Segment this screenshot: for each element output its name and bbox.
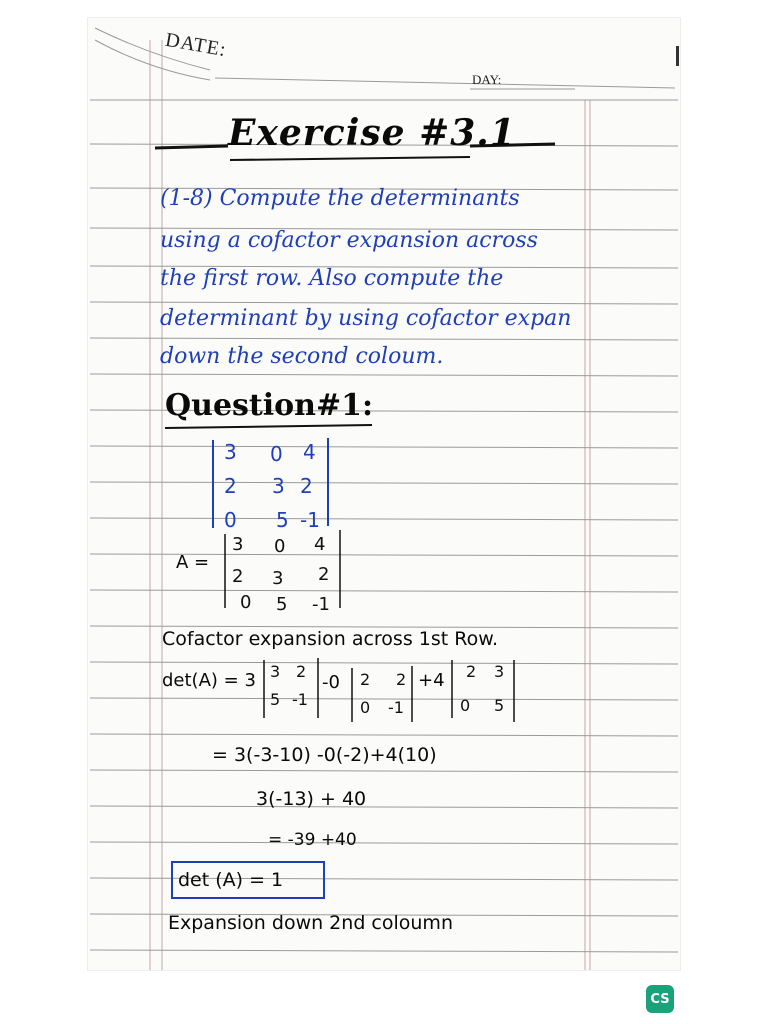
question-title: Question#1: xyxy=(165,388,374,423)
matrix-cell: -1 xyxy=(312,594,330,615)
minor-cell: 2 xyxy=(396,670,407,689)
instruction-line-4: determinant by using cofactor expan xyxy=(160,306,572,331)
matrix-a-label: A = xyxy=(176,552,210,573)
instruction-line-1: (1-8) Compute the determinants xyxy=(160,186,520,211)
matrix-cell: 2 xyxy=(224,474,237,498)
minor-cell: 5 xyxy=(270,690,281,709)
date-label: DATE: xyxy=(163,28,229,62)
page-edge-mark xyxy=(676,46,679,66)
minor-cell: 2 xyxy=(296,662,307,681)
step-2: 3(-13) + 40 xyxy=(256,788,367,810)
minor-cell: 2 xyxy=(360,670,371,689)
step-1: = 3(-3-10) -0(-2)+4(10) xyxy=(212,744,437,766)
exercise-title: Exercise #3.1 xyxy=(228,112,516,154)
minor-cell: 5 xyxy=(494,696,505,715)
matrix-cell: 3 xyxy=(272,568,284,589)
expansion-heading: Expansion down 2nd coloumn xyxy=(168,912,453,934)
matrix-cell: 3 xyxy=(232,534,244,555)
matrix-cell: 0 xyxy=(224,508,237,532)
cs-badge-label: CS xyxy=(650,991,670,1007)
minor-cell: 0 xyxy=(460,696,471,715)
matrix-cell: 0 xyxy=(270,442,283,466)
instruction-line-5: down the second coloum. xyxy=(160,344,444,369)
matrix-cell: 0 xyxy=(274,536,286,557)
minor-cell: 0 xyxy=(360,698,371,717)
minor-cell: 3 xyxy=(270,662,281,681)
camscanner-logo-icon xyxy=(646,985,674,1013)
matrix-cell: 4 xyxy=(303,440,316,464)
plus-four: +4 xyxy=(418,670,445,691)
instruction-line-3: the first row. Also compute the xyxy=(160,266,504,291)
matrix-cell: 2 xyxy=(232,566,244,587)
minus-zero: -0 xyxy=(322,672,340,693)
matrix-cell: 0 xyxy=(240,592,252,613)
matrix-cell: 5 xyxy=(276,508,289,532)
minor-cell: 3 xyxy=(494,662,505,681)
minor-cell: -1 xyxy=(388,698,404,717)
cofactor-heading: Cofactor expansion across 1st Row. xyxy=(162,628,499,650)
matrix-cell: 2 xyxy=(300,474,313,498)
instruction-line-2: using a cofactor expansion across xyxy=(160,228,538,253)
matrix-cell: 4 xyxy=(314,534,326,555)
result-text: det (A) = 1 xyxy=(178,869,284,891)
matrix-cell: -1 xyxy=(300,508,320,532)
matrix-cell: 2 xyxy=(318,564,330,585)
matrix-cell: 3 xyxy=(272,474,285,498)
minor-cell: 2 xyxy=(466,662,477,681)
matrix-cell: 5 xyxy=(276,594,288,615)
minor-cell: -1 xyxy=(292,690,308,709)
day-label: DAY: xyxy=(472,72,502,87)
det-label: det(A) = 3 xyxy=(162,670,256,691)
step-3: = -39 +40 xyxy=(268,830,357,850)
matrix-cell: 3 xyxy=(224,440,237,464)
